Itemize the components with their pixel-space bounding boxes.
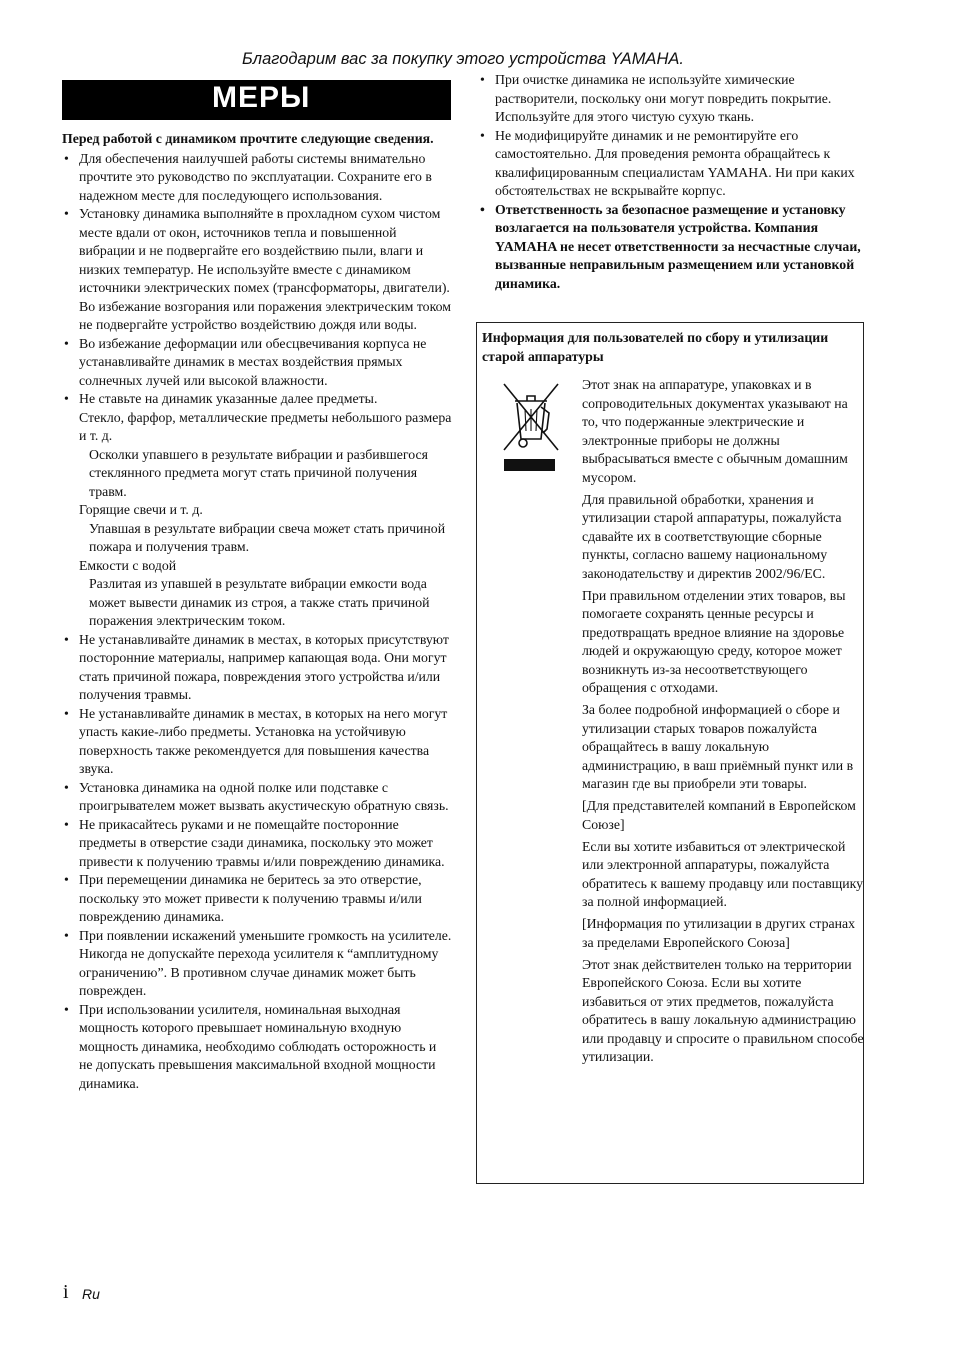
list-item: • Не модифицируйте динамик и не ремонтируйте его самостоятельно. Для проведения ремонта обращайтесь к квалифицированным специалистам YAMAHA. Ни при каких обстоятельствах не вскрывайте корпус. [478,127,870,201]
responsibility-notice: • Ответственность за безопасное размещение и установку возлагается на пользователя устройства. Компания YAMAHA не несет ответственности за несчастные случаи, вызванные неправильным размещением или установкой динамика. [478,201,870,294]
sub-item-title: Горящие свечи и т. д. [79,502,203,517]
crossed-out-wheelie-bin-icon [501,379,561,479]
sub-item-body: Разлитая из упавшей в результате вибрации емкости вода может вывести динамик из строя, а также стать причиной поражения электрическим током. [89,576,430,628]
list-item: • При появлении искажений уменьшите громкость на усилителе. Никогда не допускайте перехода усилителя к “амплитудному ограничению”. В противном случае динамик может быть поврежден. [62,927,452,1001]
info-paragraph: Если вы хотите избавиться от электрической или электронной аппаратуры, пожалуйста обратитесь к вашему продавцу или поставщику за полной информацией. [582,838,864,909]
list-item: • Установка динамика на одной полке или подставке с проигрывателем может вызвать акустическую обратную связь. [62,779,452,816]
list-item-with-subitems [62,390,452,631]
section-title-bar [62,80,451,120]
sub-item-body: Осколки упавшего в результате вибрации и разбившегося стеклянного предмета могут стать причиной получения травм. [89,446,428,499]
disposal-info-box [476,322,864,1184]
info-paragraph: Для правильной обработки, хранения и утилизации старой аппаратуры, пожалуйста сдавайте их в соответствующие сборные пункты, согласно вашему национальному законодательству и директив 2002/96/EC. [582,491,842,581]
list-item: • Установку динамика выполняйте в прохладном сухом чистом месте вдали от окон, источников тепла и повышенной вибрации и не подвергайте его воздействию пыли, влаги и низких температур. Не используйте вместе с динамиком источники электрических помех (трансформаторы, двигатели). Во избежание возгорания или поражения электрическим током не подвергайте устройство воздействию дождя или воды. [62,205,452,335]
info-paragraph: За более подробной информацией о сборе и утилизации старых товаров пожалуйста обращайтесь в вашу локальную администрацию, в ваш приёмный пункт или в магазин где вы приобрели эти товары. [582,702,854,791]
right-column [478,71,870,293]
precaution-list [62,150,452,1094]
disposal-info-title: Информация для пользователей по сбору и утилизации старой аппаратуры [482,330,829,364]
list-item: • Не устанавливайте динамик в местах, в которых присутствуют посторонние материалы, например капающая вода. Они могут стать причиной пожара, повреждения этого устройства и/или получения травмы. [62,631,452,705]
left-column [62,130,452,1093]
sub-item-body: Упавшая в результате вибрации свеча может стать причиной пожара и получения травм. [89,520,446,554]
info-paragraph: Этот знак действителен только на территории Европейского Союза. Если вы хотите избавиться от этих предметов, пожалуйста обратитесь в вашу локальную администрацию или продавцу и спросите о правильном способе утилизации. [582,956,864,1064]
list-item: • Во избежание деформации или обесцвечивания корпуса не устанавливайте динамик в местах воздействия прямых солнечных лучей или высокой влажности. [62,335,452,391]
sub-item-title: Емкости с водой [79,557,177,573]
list-item: • При очистке динамика не используйте химические растворители, поскольку они могут повредить покрытие. Используйте для этого чистую сухую ткань. [478,71,870,127]
intro-text: Перед работой с динамиком прочтите следующие сведения. [62,131,434,146]
list-item: • Для обеспечения наилучшей работы системы внимательно прочтите это руководство по эксплуатации. Сохраните его в надежном месте для последующего использования. [62,150,452,206]
info-paragraph: Этот знак на аппаратуре, упаковках и в сопроводительных документах указывают на то, что подержанные электрические и электронные приборы не должны выбрасываться вместе с обычным домашним мусором. [582,377,848,485]
disposal-info-text [582,376,864,1070]
language-code: Ru [82,1286,100,1302]
list-item-text: • Не ставьте на динамик указанные далее предметы. [79,391,378,406]
thank-you-line: Благодарим вас за покупку этого устройства YAMAHA. [242,50,684,68]
precaution-list-continued [478,71,870,293]
sub-item-title: Стекло, фарфор, металлические предметы небольшого размера и т. д. [79,409,452,443]
page-number: i [63,1281,69,1303]
info-paragraph: [Информация по утилизации в других странах за пределами Европейского Союза] [582,916,856,950]
section-title: МЕРЫ [212,81,311,114]
info-paragraph: При правильном отделении этих товаров, вы помогаете сохранять ценные ресурсы и предотвращать вредное влияние на здоровье людей и окружающую среду, которое может возникнуть из-за несоответствующего обращения с отходами. [582,587,846,695]
list-item: • Не прикасайтесь руками и не помещайте посторонние предметы в отверстие сзади динамика, поскольку это может привести к получению травмы и/или повреждению динамика. [62,816,452,872]
list-item: • При использовании усилителя, номинальная выходная мощность которого превышает номинальную входную мощность динамика, необходимо соблюдать осторожность и не допускать превышения максимальной входной мощности динамика. [62,1001,452,1094]
list-item: • Не устанавливайте динамик в местах, в которых на него могут упасть какие-либо предметы. Установка на устойчивую поверхность также рекомендуется для повышения качества звука. [62,705,452,779]
list-item: • При перемещении динамика не беритесь за это отверстие, поскольку это может привести к получению травмы и/или повреждению динамика. [62,871,452,927]
info-paragraph: [Для представителей компаний в Европейском Союзе] [582,798,856,832]
